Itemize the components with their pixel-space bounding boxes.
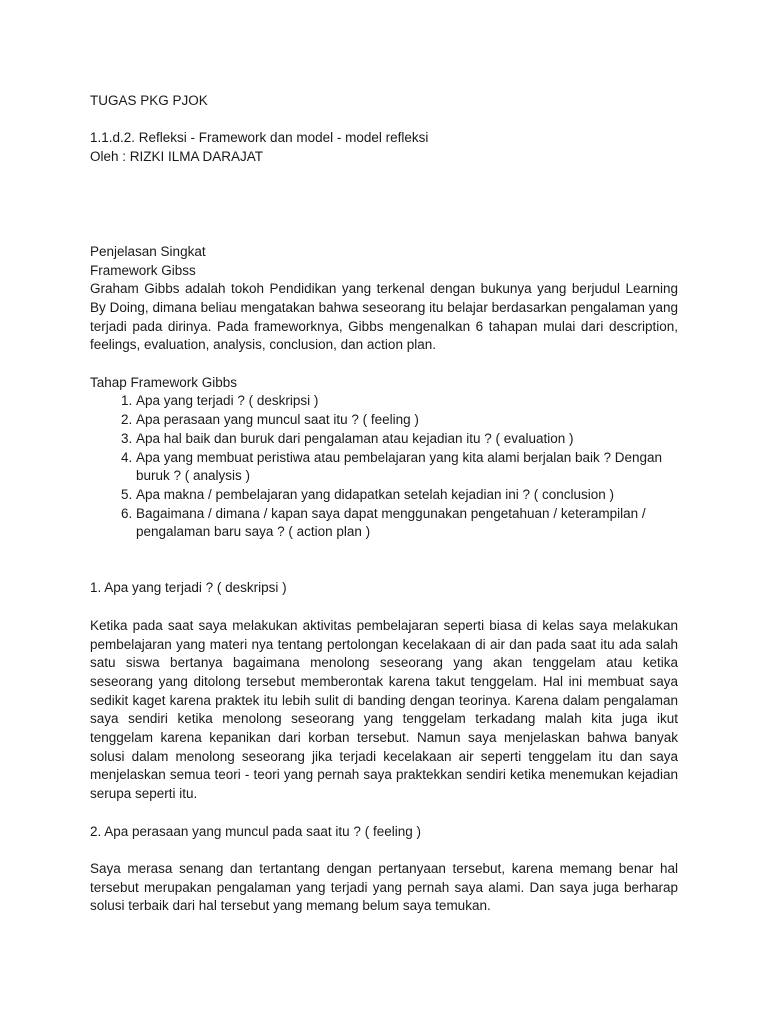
section2-heading: 2. Apa perasaan yang muncul pada saat itu ? ( feeling ) (90, 823, 421, 839)
list-item: 6. Bagaimana / dimana / kapan saya dapat menggunakan pengetahuan / keterampilan / pengalaman baru saya ? ( action plan ) (136, 505, 678, 542)
intro-paragraph: Graham Gibbs adalah tokoh Pendidikan yang terkenal dengan bukunya yang berjudul Learning By Doing, dimana beliau mengatakan bahwa seseorang itu belajar berdasarkan pengalaman yang terjadi pada dirinya. Pada frameworknya, Gibbs mengenalkan 6 tahapan mulai dari description, feelings, evaluation, analysis, conclusion, dan action plan. (90, 281, 678, 353)
list-item: 2. Apa perasaan yang muncul saat itu ? ( feeling ) (136, 411, 678, 430)
document-page (90, 92, 678, 916)
list-item: 4. Apa yang membuat peristiwa atau pembelajaran yang kita alami berjalan baik ? Dengan buruk ? ( analysis ) (136, 449, 678, 486)
stages-list (90, 392, 678, 542)
list-item: 5. Apa makna / pembelajaran yang didapatkan setelah kejadian ini ? ( conclusion ) (136, 486, 678, 505)
section2-body: Saya merasa senang dan tertantang dengan pertanyaan tersebut, karena memang benar hal tersebut merupakan pengalaman yang terjadi yang pernah saya alami. Dan saya juga berharap solusi terbaik dari hal tersebut yang memang belum saya temukan. (90, 860, 678, 914)
summary-heading: Penjelasan Singkat (90, 243, 206, 259)
document-author: Oleh : RIZKI ILMA DARAJAT (90, 149, 264, 165)
section1-body: Ketika pada saat saya melakukan aktivitas pembelajaran seperti biasa di kelas saya melakukan pembelajaran yang materi nya tentang pertolongan kecelakaan di air dan pada saat itu ada salah satu siswa bertanya bagaimana menolong seseorang yang akan tenggelam atau ketika seseorang yang ditolong tersebut memberontak karena takut tenggelam. Hal ini membuat saya sedikit kaget karena praktek itu lebih sulit di banding dengan teorinya. Karena dalam pengalaman saya sendiri ketika menolong seseorang yang tenggelam terkadang malah kita juga ikut tenggelam karena kepanikan dari korban tersebut. Namun saya menjelaskan bahwa banyak solusi dalam menolong seseorang jika terjadi kecelakaan air seperti tenggelam itu dan saya menjelaskan semua teori - teori yang pernah saya praktekkan sendiri ketika menemukan kejadian serupa seperti itu. (90, 617, 678, 802)
section1-heading: 1. Apa yang terjadi ? ( deskripsi ) (90, 580, 287, 596)
stages-heading: Tahap Framework Gibbs (90, 374, 238, 390)
document-title: TUGAS PKG PJOK (90, 93, 208, 108)
list-item: 3. Apa hal baik dan buruk dari pengalaman atau kejadian itu ? ( evaluation ) (136, 430, 678, 449)
list-item: 1. Apa yang terjadi ? ( deskripsi ) (136, 392, 678, 411)
document-subtitle: 1.1.d.2. Refleksi - Framework dan model - model refleksi (90, 130, 429, 146)
framework-heading: Framework Gibss (90, 262, 196, 278)
